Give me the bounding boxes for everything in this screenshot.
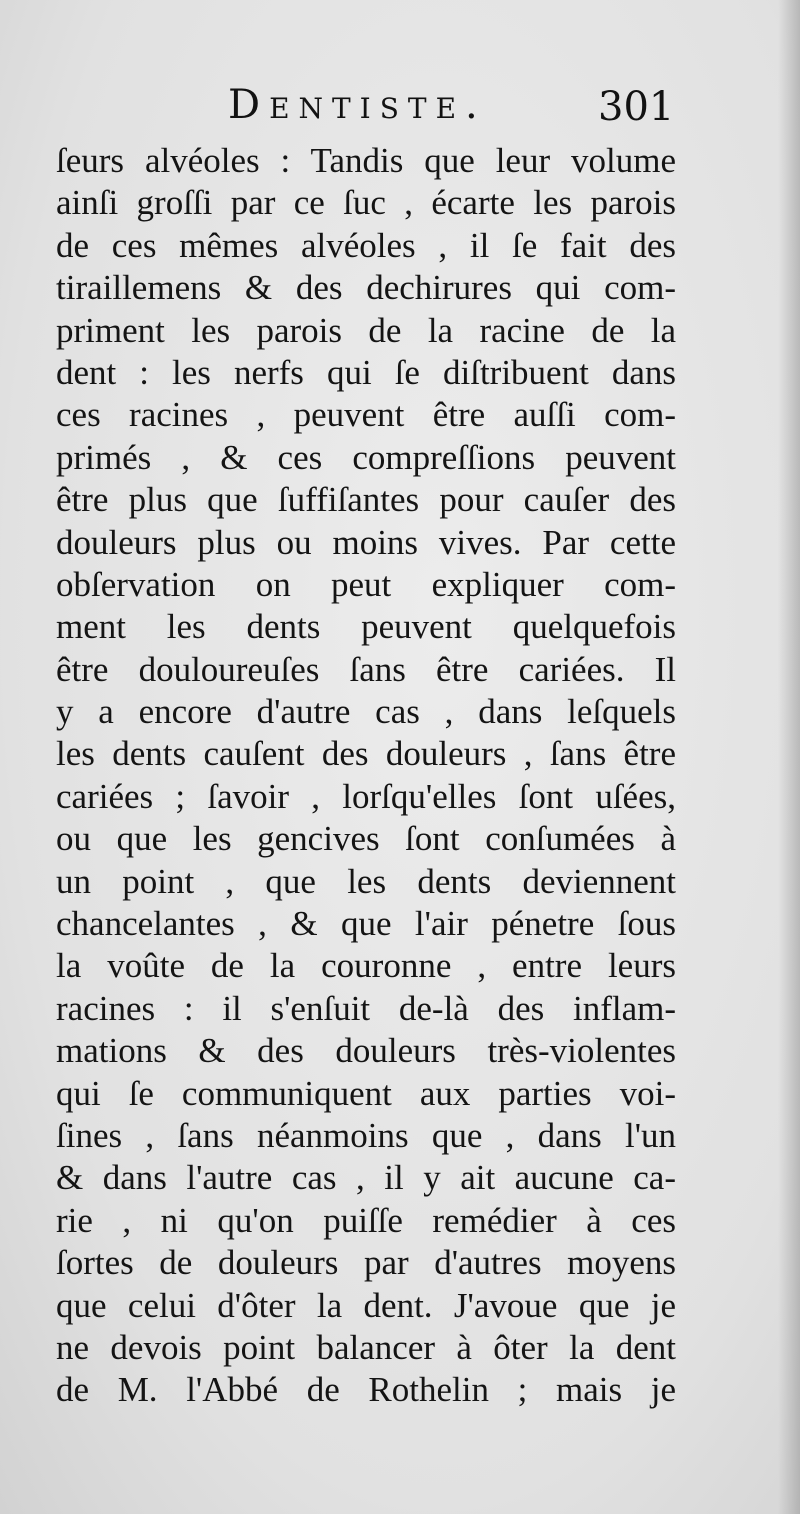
text-line: obſervation on peut expliquer com-: [56, 564, 676, 604]
text-line: ou que les gencives ſont conſumées à: [56, 819, 676, 859]
text-line: rie , ni qu'on puiſſe remédier à ces: [56, 1200, 676, 1240]
text-line: de M. l'Abbé de Rothelin ; mais je: [56, 1370, 676, 1410]
text-line: qui ſe communiquent aux parties voi-: [56, 1073, 676, 1113]
text-line: ſeurs alvéoles : Tandis que leur volume: [56, 141, 676, 180]
text-line: tiraillemens & des dechirures qui com-: [56, 268, 676, 308]
text-line: être douloureuſes ſans être cariées. Il: [56, 649, 676, 689]
text-line: ces racines , peuvent être auſſi com-: [56, 395, 676, 435]
text-line: ſines , ſans néanmoins que , dans l'un: [56, 1115, 676, 1155]
text-line: & dans l'autre cas , il y ait aucune ca-: [56, 1158, 676, 1198]
text-line: être plus que ſuffiſantes pour cauſer des: [56, 480, 676, 520]
text-line: cariées ; ſavoir , lorſqu'elles ſont uſées,: [56, 776, 676, 816]
text-line: y a encore d'autre cas , dans leſquels: [56, 692, 676, 732]
text-line: la voûte de la couronne , entre leurs: [56, 946, 676, 986]
page-edge-shadow: [778, 0, 800, 1514]
text-line: primés , & ces compreſſions peuvent: [56, 437, 676, 477]
text-line: racines : il s'enſuit de-là des inflam-: [56, 988, 676, 1028]
text-line: de ces mêmes alvéoles , il ſe fait des: [56, 225, 676, 265]
text-line: mations & des douleurs très-violentes: [56, 1031, 676, 1071]
text-line: douleurs plus ou moins vives. Par cette: [56, 522, 676, 562]
page-header: [0, 82, 800, 132]
text-line: un point , que les dents deviennent: [56, 861, 676, 901]
page-number: 301: [598, 84, 675, 130]
text-line: dent : les nerfs qui ſe diſtribuent dans: [56, 352, 676, 392]
text-line: ainſi groſſi par ce ſuc , écarte les parois: [56, 183, 676, 223]
body-text: [56, 140, 676, 1412]
running-head: Dentiste.: [228, 82, 487, 128]
text-line: ne devois point balancer à ôter la dent: [56, 1327, 676, 1367]
text-line: ſortes de douleurs par d'autres moyens: [56, 1243, 676, 1283]
text-line: chancelantes , & que l'air pénetre ſous: [56, 904, 676, 944]
text-line: ment les dents peuvent quelquefois: [56, 607, 676, 647]
text-line: les dents cauſent des douleurs , ſans être: [56, 734, 676, 774]
text-line: priment les parois de la racine de la: [56, 310, 676, 350]
text-line: que celui d'ôter la dent. J'avoue que je: [56, 1285, 676, 1325]
